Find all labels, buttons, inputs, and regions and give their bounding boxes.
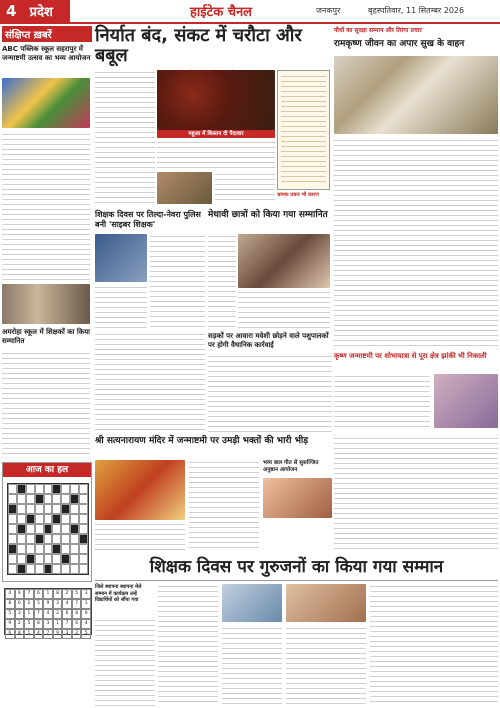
puzzle-cell: 9 <box>43 599 53 609</box>
puzzle-box <box>2 462 92 582</box>
puzzle-cell: 8 <box>5 599 15 609</box>
bottom-col-4 <box>286 626 366 706</box>
bottom-col2-body <box>158 584 218 706</box>
page-number: 4 प्रदेश <box>0 0 70 22</box>
bottom-col-2 <box>158 584 218 706</box>
story1-photo <box>95 234 147 282</box>
puzzle-cell: 2 <box>24 599 34 609</box>
lead-story <box>95 26 330 206</box>
bottom-photo <box>222 584 282 622</box>
puzzle-cell: 8 <box>53 589 63 599</box>
date: बृहस्पतिवार, 11 सितम्बर 2026 <box>368 6 465 15</box>
bottom-left-body <box>95 618 155 706</box>
divider <box>95 580 498 581</box>
puzzle-cell: 4 <box>43 609 53 619</box>
puzzle-cell: 1 <box>53 619 63 629</box>
crossword-grid <box>7 483 89 575</box>
bottom-left-story <box>95 584 155 706</box>
puzzle-cell: 3 <box>15 609 25 619</box>
side-box <box>277 70 330 190</box>
temple-photo <box>95 460 185 520</box>
brief1-title: ABC पब्लिक स्कूल सहरापुर में जन्माष्टमी उत्सव का भव्य आयोजन <box>2 45 91 62</box>
puzzle-cell: 7 <box>43 629 53 639</box>
lead-headline: निर्यात बंद, संकट में चरौटा और बबूल <box>95 25 302 66</box>
paper-name: हाईटेक चैनल <box>190 5 252 20</box>
story-temple <box>95 436 332 552</box>
story-meritorious <box>208 210 332 330</box>
puzzle-cell: 2 <box>53 609 63 619</box>
edition: जनकपुर <box>316 6 341 15</box>
box-head: भ्रामक प्रचार भी कारण <box>277 192 319 198</box>
right-middle <box>334 228 498 428</box>
inset-caption: महुआ में किसान दी पैदावार <box>157 130 275 138</box>
bottom-left-title: जिले स्थापना स्थापना मेले सम्मान में कार्यक्रम उन्हें विद्यार्थियों को सौंपा गया <box>95 584 142 603</box>
puzzle-cell: 6 <box>15 599 25 609</box>
brief1-photo <box>2 78 90 128</box>
story-misc <box>95 332 205 432</box>
story2-body <box>208 234 236 329</box>
puzzle-cell: 1 <box>43 589 53 599</box>
right-headline: रामकृष्ण जीवन का अपार सुख के वाहन <box>334 39 465 49</box>
story4-title: श्री सत्यनारायण मंदिर में जन्माष्टमी पर उमड़ी भक्तों की भारी भीड़ <box>95 436 309 446</box>
puzzle-cell: 7 <box>72 599 82 609</box>
story5-photo <box>263 478 332 518</box>
puzzle-cell: 7 <box>34 609 44 619</box>
story3-body <box>208 354 332 432</box>
puzzle-cell: 2 <box>15 619 25 629</box>
left-column <box>2 26 92 461</box>
lead-body-3 <box>215 172 275 204</box>
puzzle-cell: 4 <box>34 629 44 639</box>
puzzle-cell: 3 <box>53 599 63 609</box>
puzzle-cell: 4 <box>5 589 15 599</box>
story5-body <box>95 522 185 550</box>
puzzle-cell: 5 <box>72 589 82 599</box>
right-story2-photo <box>434 374 498 428</box>
story2-title: मेधावी छात्रों को किया गया सम्मानित <box>208 210 328 220</box>
puzzle-cell: 8 <box>34 619 44 629</box>
puzzle-cell: 3 <box>81 589 91 599</box>
puzzle-cell: 1 <box>81 599 91 609</box>
right-story2-body <box>334 374 430 428</box>
puzzle-cell: 9 <box>15 589 25 599</box>
story-police <box>95 210 205 330</box>
puzzle-cell: 5 <box>81 629 91 639</box>
puzzle-cell: 4 <box>81 619 91 629</box>
story1-body <box>150 234 205 329</box>
puzzle-cell: 2 <box>72 629 82 639</box>
bottom-col3-body <box>222 626 282 706</box>
right-middle-body <box>334 228 498 348</box>
farmer-photo <box>157 172 212 204</box>
story3-title: सड़कों पर आवारा मवेशी छोड़ने वाले पशुपालकों पर होगी वैधानिक कार्रवाई <box>208 332 329 349</box>
puzzle-title: आज का हल <box>3 463 91 477</box>
puzzle-cell: 6 <box>62 609 72 619</box>
bottom-photo-2 <box>286 584 366 622</box>
lead-body-2 <box>157 140 275 170</box>
brief2-title: अमरोहा स्कूल में शिक्षकों का किया सम्मानित <box>2 328 90 345</box>
puzzle-cell: 9 <box>81 609 91 619</box>
right-photo <box>334 56 498 134</box>
bottom-col5-body <box>370 584 498 706</box>
puzzle-cell: 4 <box>62 599 72 609</box>
puzzle-cell: 7 <box>62 619 72 629</box>
story2-photo <box>238 234 330 288</box>
right-bottom <box>334 436 498 552</box>
puzzle-cell: 9 <box>5 619 15 629</box>
right-story2-title: कृष्ण जन्माष्टमी पर शोभायात्रा से पूरा क्षेत्र झांकी भी निकाली <box>334 352 487 360</box>
puzzle-cell: 8 <box>15 629 25 639</box>
puzzle-cell: 2 <box>62 589 72 599</box>
bottom-col-5 <box>370 584 498 706</box>
bottom-col4-body <box>286 626 366 706</box>
story-cattle <box>208 332 332 432</box>
puzzle-cell: 6 <box>72 619 82 629</box>
story2-body-2 <box>238 290 330 330</box>
puzzle-cell: 5 <box>34 599 44 609</box>
right-column <box>334 26 498 226</box>
brief1-body <box>2 132 90 282</box>
puzzle-cell: 6 <box>34 589 44 599</box>
right-bottom-body <box>334 436 498 552</box>
misc-body <box>95 332 205 432</box>
lead-photo <box>157 70 275 130</box>
story1-title: शिक्षक दिवस पर तिल्दा-नेवरा पुलिस बनी 'साइबर शिक्षक' <box>95 210 201 229</box>
puzzle-cell: 1 <box>24 609 34 619</box>
puzzle-cell: 1 <box>24 629 34 639</box>
bottom-banner: शिक्षक दिवस पर गुरुजनों का किया गया सम्मान <box>149 557 444 577</box>
puzzle-cell: 5 <box>5 609 15 619</box>
puzzle-cell: 8 <box>72 609 82 619</box>
bottom-col-3 <box>222 626 282 706</box>
puzzle-cell: 9 <box>53 629 63 639</box>
story4-body <box>189 460 259 550</box>
story5-title: भव्य बाल गीत से सुसज्जित अनुष्ठान आयोजन <box>263 460 319 473</box>
brief2-body <box>2 351 90 456</box>
brief2-photo <box>2 284 90 324</box>
right-body <box>334 138 498 226</box>
puzzle-cell: 5 <box>24 619 34 629</box>
puzzle-cell: 3 <box>43 619 53 629</box>
lead-body <box>95 70 155 205</box>
story1-body-2 <box>95 285 147 329</box>
number-puzzle-grid <box>4 588 92 635</box>
puzzle-cell: 6 <box>5 629 15 639</box>
right-top-title: पौधों का सुरक्षा सम्मान और तिरंगा प्रचार <box>334 27 422 34</box>
puzzle-cell: 3 <box>62 629 72 639</box>
puzzle-cell: 7 <box>24 589 34 599</box>
masthead <box>0 0 500 24</box>
section-title: संक्षिप्त ख़बरें <box>2 26 92 42</box>
